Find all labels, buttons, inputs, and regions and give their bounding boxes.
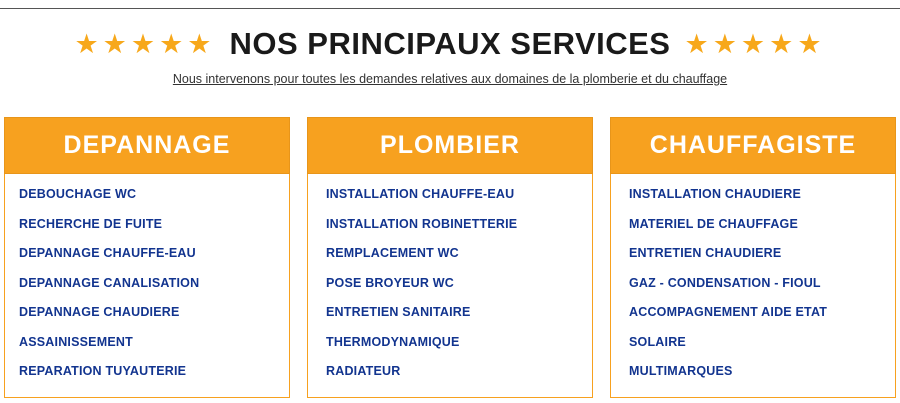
list-item[interactable]: MATERIEL DE CHAUFFAGE [629, 216, 799, 231]
list-item[interactable]: DEPANNAGE CHAUFFE-EAU [19, 246, 196, 260]
service-card-title: CHAUFFAGISTE [649, 131, 857, 159]
list-item[interactable]: INSTALLATION CHAUFFE-EAU [326, 187, 515, 201]
list-item[interactable]: POSE BROYEUR WC [326, 275, 455, 290]
list-item[interactable]: ENTRETIEN SANITAIRE [326, 305, 471, 319]
service-card-header [307, 117, 593, 174]
list-item[interactable]: THERMODYNAMIQUE [326, 334, 460, 349]
list-item[interactable]: ACCOMPAGNEMENT AIDE ETAT [629, 305, 828, 319]
list-item[interactable]: REPARATION TUYAUTERIE [19, 364, 187, 378]
service-card-depannage [4, 117, 290, 398]
stars-left-icon: ★★★★★ [74, 28, 216, 59]
service-card-plombier [307, 117, 593, 398]
list-item[interactable]: DEBOUCHAGE WC [19, 187, 137, 201]
list-item[interactable]: INSTALLATION CHAUDIERE [629, 187, 801, 201]
list-item[interactable]: GAZ - CONDENSATION - FIOUL [629, 275, 821, 290]
page-subtitle: Nous intervenons pour toutes les demandes relatives aux domaines de la plomberie et du chauffage [172, 72, 728, 86]
stars-right-icon: ★★★★★ [684, 28, 826, 59]
list-item[interactable]: ASSAINISSEMENT [19, 334, 133, 349]
page-header [0, 26, 900, 86]
list-item[interactable]: ENTRETIEN CHAUDIERE [629, 246, 782, 260]
service-card-body [307, 174, 593, 398]
top-divider [0, 8, 900, 9]
list-item[interactable]: MULTIMARQUES [629, 364, 733, 378]
list-item[interactable]: SOLAIRE [629, 334, 686, 349]
service-card-header [610, 117, 896, 174]
list-item[interactable]: REMPLACEMENT WC [326, 246, 459, 260]
service-card-body [4, 174, 290, 398]
list-item[interactable]: INSTALLATION ROBINETTERIE [326, 216, 518, 231]
list-item[interactable]: DEPANNAGE CANALISATION [19, 275, 200, 290]
title-row [0, 26, 900, 62]
service-card-title: PLOMBIER [380, 131, 520, 159]
service-card-header [4, 117, 290, 174]
list-item[interactable]: RADIATEUR [326, 364, 401, 378]
list-item[interactable]: DEPANNAGE CHAUDIERE [19, 305, 180, 319]
service-card-chauffagiste [610, 117, 896, 398]
list-item[interactable]: RECHERCHE DE FUITE [19, 216, 163, 231]
service-card-body [610, 174, 896, 398]
page-title: NOS PRINCIPAUX SERVICES [229, 26, 671, 61]
services-columns [0, 117, 900, 398]
service-card-title: DEPANNAGE [63, 131, 231, 159]
